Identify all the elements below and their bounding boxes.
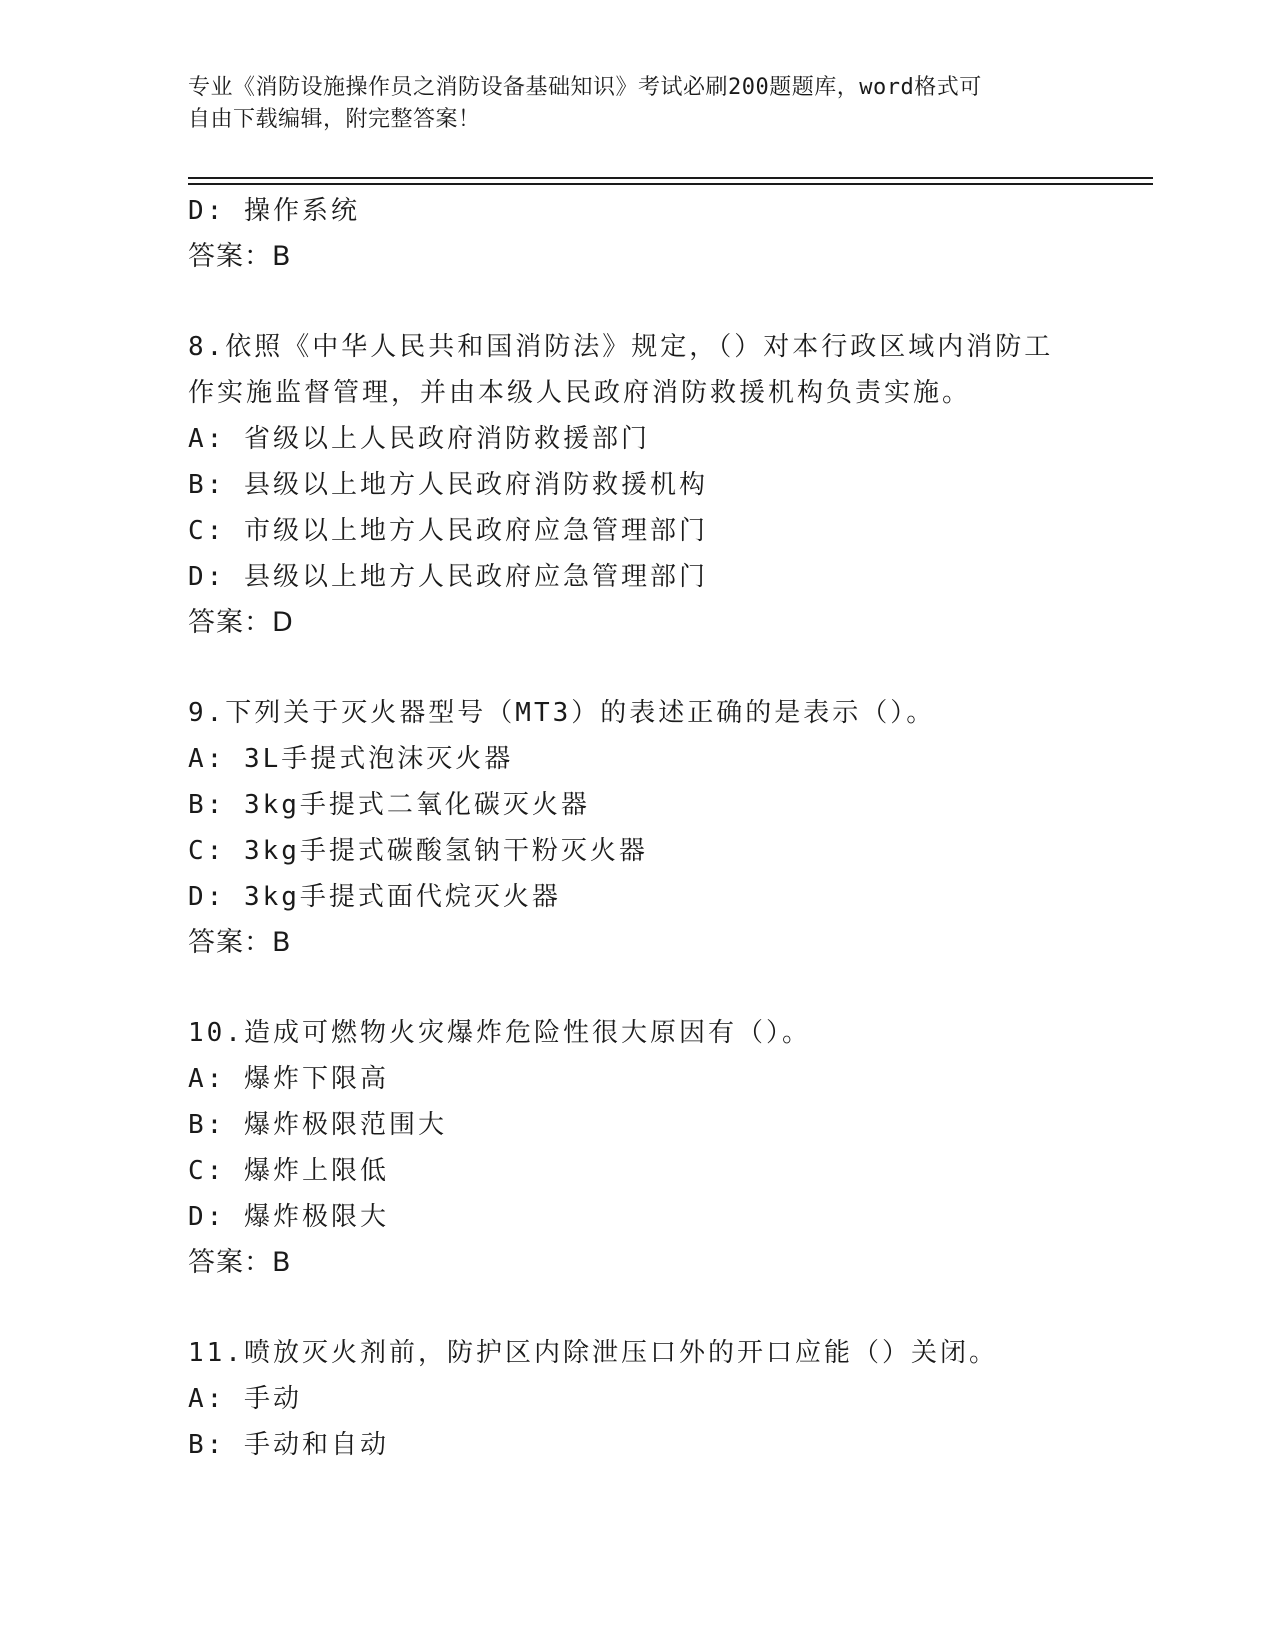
option-d: D: 爆炸极限大 — [188, 1202, 389, 1232]
question-stem: 11.喷放灭火剂前，防护区内除泄压口外的开口应能（）关闭。 — [188, 1338, 998, 1368]
question-stem: 9.下列关于灭火器型号（MT3）的表述正确的是表示（）。 — [188, 698, 936, 728]
header-line-1: 专业《消防设施操作员之消防设备基础知识》考试必刷200题题库，word格式可 — [188, 75, 982, 100]
option-c: C: 3kg手提式碳酸氢钠干粉灭火器 — [188, 836, 648, 866]
option-d: D: 3kg手提式面代烷灭火器 — [188, 882, 561, 912]
option-d: D: 操作系统 — [188, 196, 360, 226]
question-stem: 10.造成可燃物火灾爆炸危险性很大原因有（）。 — [188, 1018, 811, 1048]
answer: 答案：B — [188, 241, 292, 272]
question-9 — [188, 690, 1088, 966]
question-11 — [188, 1330, 1088, 1468]
option-a: A: 3L手提式泡沫灭火器 — [188, 744, 514, 774]
header-divider-top — [188, 177, 1153, 179]
answer: 答案：D — [188, 607, 294, 638]
header-line-2: 自由下载编辑，附完整答案！ — [188, 107, 481, 132]
prev-question — [188, 188, 1088, 280]
option-a: A: 爆炸下限高 — [188, 1064, 389, 1094]
option-b: B: 手动和自动 — [188, 1430, 389, 1460]
question-list — [188, 188, 1088, 1468]
option-b: B: 3kg手提式二氧化碳灭火器 — [188, 790, 590, 820]
option-b: B: 爆炸极限范围大 — [188, 1110, 447, 1140]
question-stem-continued: 作实施监督管理，并由本级人民政府消防救援机构负责实施。 — [188, 378, 972, 408]
option-c: C: 市级以上地方人民政府应急管理部门 — [188, 516, 708, 546]
option-c: C: 爆炸上限低 — [188, 1156, 389, 1186]
option-b: B: 县级以上地方人民政府消防救援机构 — [188, 470, 708, 500]
header-divider-bottom — [188, 183, 1153, 185]
document-header — [188, 72, 1088, 136]
option-d: D: 县级以上地方人民政府应急管理部门 — [188, 562, 708, 592]
option-a: A: 手动 — [188, 1384, 302, 1414]
answer: 答案：B — [188, 927, 292, 958]
question-stem: 8.依照《中华人民共和国消防法》规定，（）对本行政区域内消防工 — [188, 332, 1054, 362]
question-10 — [188, 1010, 1088, 1286]
question-8 — [188, 324, 1088, 646]
option-a: A: 省级以上人民政府消防救援部门 — [188, 424, 650, 454]
answer: 答案：B — [188, 1247, 292, 1278]
